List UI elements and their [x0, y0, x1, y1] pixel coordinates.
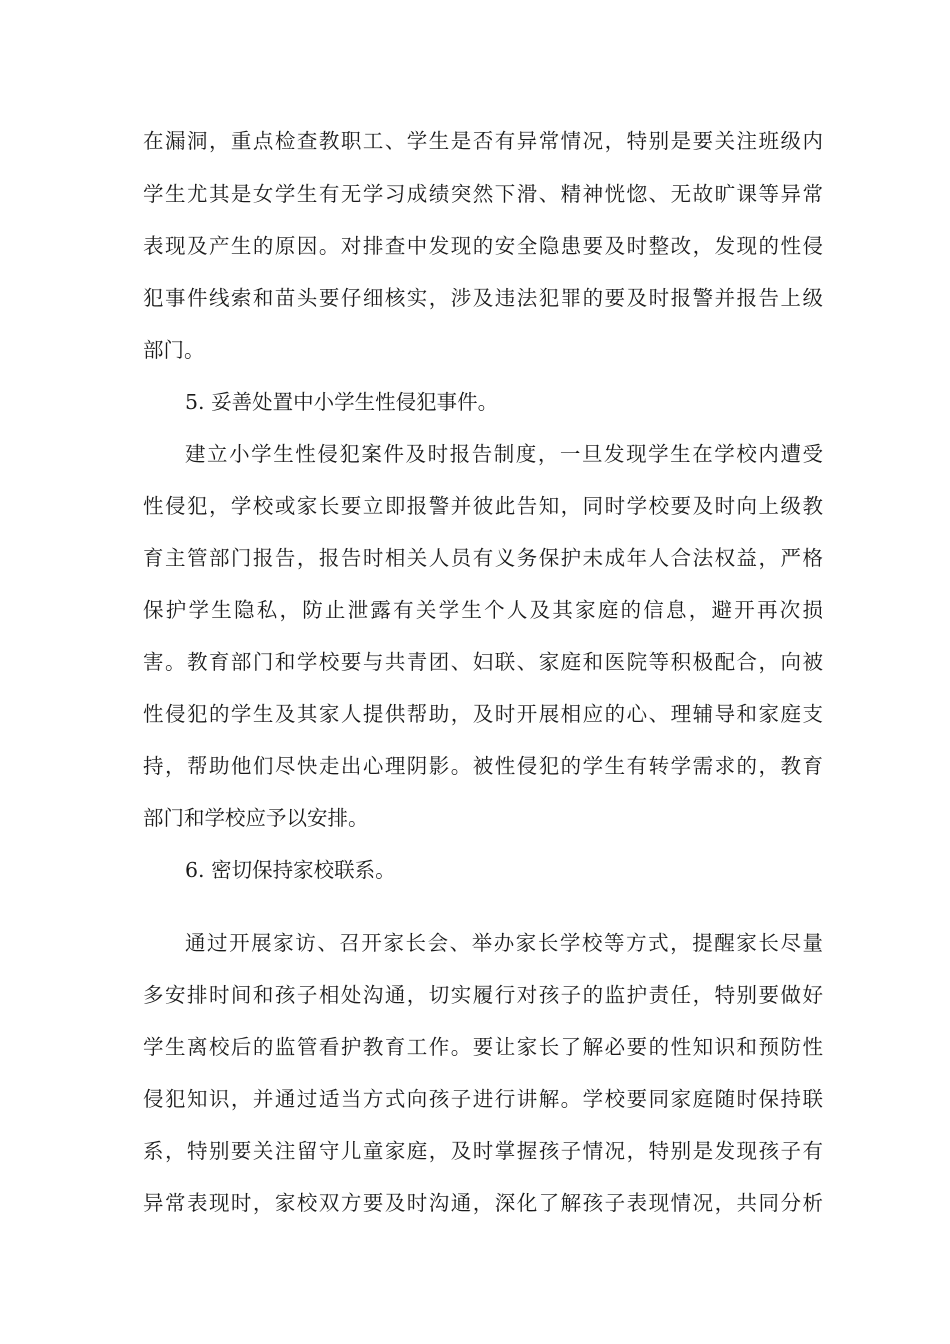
text-line: 系，特别要关注留守儿童家庭，及时掌握孩子情况，特别是发现孩子有 — [143, 1139, 823, 1163]
text-line: 侵犯知识，并通过适当方式向孩子进行讲解。学校要同家庭随时保持联 — [143, 1087, 823, 1111]
text-line: 建立小学生性侵犯案件及时报告制度，一旦发现学生在学校内遭受 — [185, 442, 823, 466]
text-line: 保护学生隐私，防止泄露有关学生个人及其家庭的信息，避开再次损 — [143, 598, 823, 622]
text-line: 学生离校后的监管看护教育工作。要让家长了解必要的性知识和预防性 — [143, 1035, 823, 1059]
section-heading-6: 6. 密切保持家校联系。 — [185, 858, 396, 882]
text-line: 犯事件线索和苗头要仔细核实，涉及违法犯罪的要及时报警并报告上级 — [143, 286, 823, 310]
text-line: 持，帮助他们尽快走出心理阴影。被性侵犯的学生有转学需求的，教育 — [143, 754, 823, 778]
text-line: 部门。 — [143, 338, 205, 362]
section-heading-5: 5. 妥善处置中小学生性侵犯事件。 — [185, 390, 499, 414]
text-line: 异常表现时，家校双方要及时沟通，深化了解孩子表现情况，共同分析 — [143, 1191, 823, 1215]
text-line: 在漏洞，重点检查教职工、学生是否有异常情况，特别是要关注班级内 — [143, 129, 823, 153]
text-line: 多安排时间和孩子相处沟通，切实履行对孩子的监护责任，特别要做好 — [143, 983, 823, 1007]
text-line: 学生尤其是女学生有无学习成绩突然下滑、精神恍惚、无故旷课等异常 — [143, 182, 823, 206]
text-line: 通过开展家访、召开家长会、举办家长学校等方式，提醒家长尽量 — [185, 931, 823, 955]
text-line: 表现及产生的原因。对排查中发现的安全隐患要及时整改，发现的性侵 — [143, 234, 823, 258]
text-line: 性侵犯的学生及其家人提供帮助，及时开展相应的心、理辅导和家庭支 — [143, 702, 823, 726]
text-line: 育主管部门报告，报告时相关人员有义务保护未成年人合法权益，严格 — [143, 546, 823, 570]
text-line: 部门和学校应予以安排。 — [143, 806, 369, 830]
text-line: 害。教育部门和学校要与共青团、妇联、家庭和医院等积极配合，向被 — [143, 650, 823, 674]
text-line: 性侵犯，学校或家长要立即报警并彼此告知，同时学校要及时向上级教 — [143, 494, 823, 518]
